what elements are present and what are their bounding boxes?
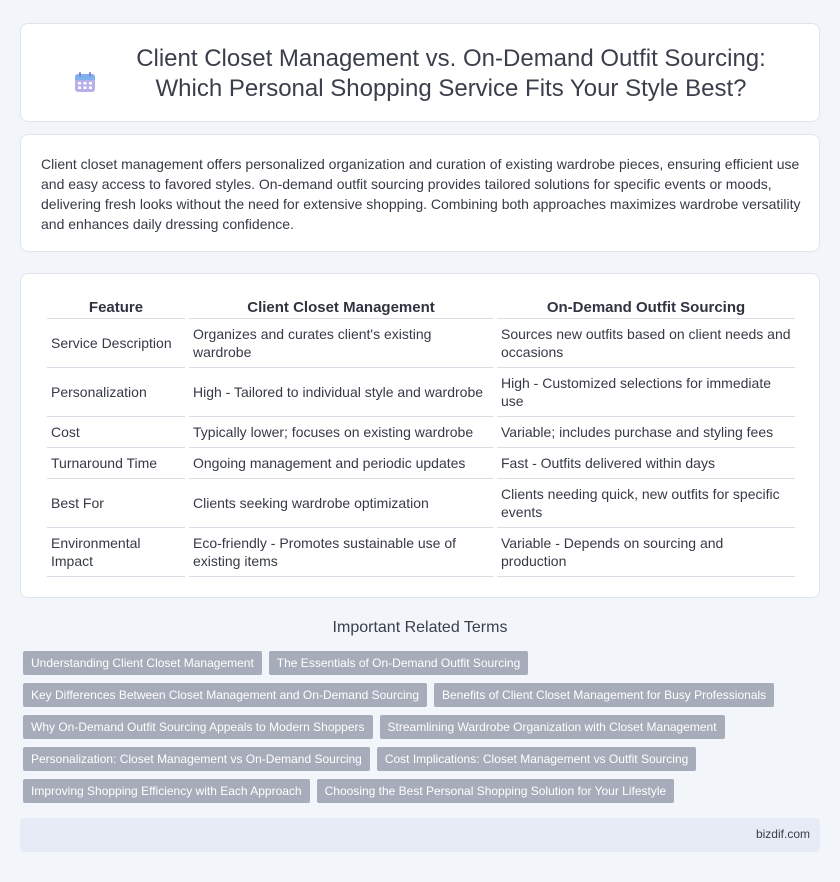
comparison-table [43,293,799,577]
table-cell: High - Customized selections for immediate use [497,368,795,417]
calendar-icon [74,71,96,93]
table-cell: Fast - Outfits delivered within days [497,448,795,479]
table-cell: Typically lower; focuses on existing wardrobe [189,417,493,448]
table-cell: Clients needing quick, new outfits for specific events [497,479,795,528]
related-term-tag[interactable]: Cost Implications: Closet Management vs Outfit Sourcing [377,747,696,771]
related-term-tag[interactable]: Understanding Client Closet Management [23,651,262,675]
related-term-tag[interactable]: Streamlining Wardrobe Organization with Closet Management [380,715,725,739]
table-cell: Clients seeking wardrobe optimization [189,479,493,528]
related-terms-heading: Important Related Terms [332,619,508,636]
table-row [47,368,795,417]
table-cell: Personalization [47,368,185,417]
table-cell: Variable - Depends on sourcing and production [497,528,795,577]
table-cell: Environmental Impact [47,528,185,577]
column-header-feature: Feature [47,293,185,319]
related-term-tag[interactable]: Choosing the Best Personal Shopping Solution for Your Lifestyle [317,779,675,803]
table-cell: Organizes and curates client's existing wardrobe [189,319,493,368]
table-cell: Sources new outfits based on client needs and occasions [497,319,795,368]
table-cell: High - Tailored to individual style and wardrobe [189,368,493,417]
table-cell: Eco-friendly - Promotes sustainable use of existing items [189,528,493,577]
table-cell: Cost [47,417,185,448]
footer-site-link[interactable]: bizdif.com [755,827,810,841]
title-card [20,23,820,122]
related-term-tag[interactable]: Personalization: Closet Management vs On-Demand Sourcing [23,747,370,771]
table-row [47,417,795,448]
page-title: Client Closet Management vs. On-Demand Outfit Sourcing: Which Personal Shopping Service Fits Your Style Best? [136,45,766,102]
related-term-tag[interactable]: Benefits of Client Closet Management for Busy Professionals [434,683,774,707]
intro-paragraph: Client closet management offers personalized organization and curation of existing wardrobe pieces, ensuring efficient use and easy access to favored styles. On-demand outfit sourcing provides tailored solutions for specific events or moods, delivering fresh looks without the need for extensive shopping. Combining both approaches maximizes wardrobe versatility and enhances daily dressing confidence. [41,156,801,232]
related-term-tag[interactable]: Why On-Demand Outfit Sourcing Appeals to Modern Shoppers [23,715,373,739]
comparison-card [20,273,820,598]
table-row [47,528,795,577]
table-row [47,479,795,528]
table-cell: Ongoing management and periodic updates [189,448,493,479]
related-term-tag[interactable]: The Essentials of On-Demand Outfit Sourcing [269,651,528,675]
table-row [47,448,795,479]
related-term-tag[interactable]: Improving Shopping Efficiency with Each Approach [23,779,310,803]
footer [20,818,820,852]
column-header-closet-management: Client Closet Management [189,293,493,319]
table-cell: Service Description [47,319,185,368]
related-terms-list [23,651,823,811]
table-cell: Turnaround Time [47,448,185,479]
related-term-tag[interactable]: Key Differences Between Closet Management and On-Demand Sourcing [23,683,427,707]
table-cell: Variable; includes purchase and styling fees [497,417,795,448]
table-row [47,319,795,368]
table-cell: Best For [47,479,185,528]
intro-card [20,134,820,252]
column-header-outfit-sourcing: On-Demand Outfit Sourcing [497,293,795,319]
